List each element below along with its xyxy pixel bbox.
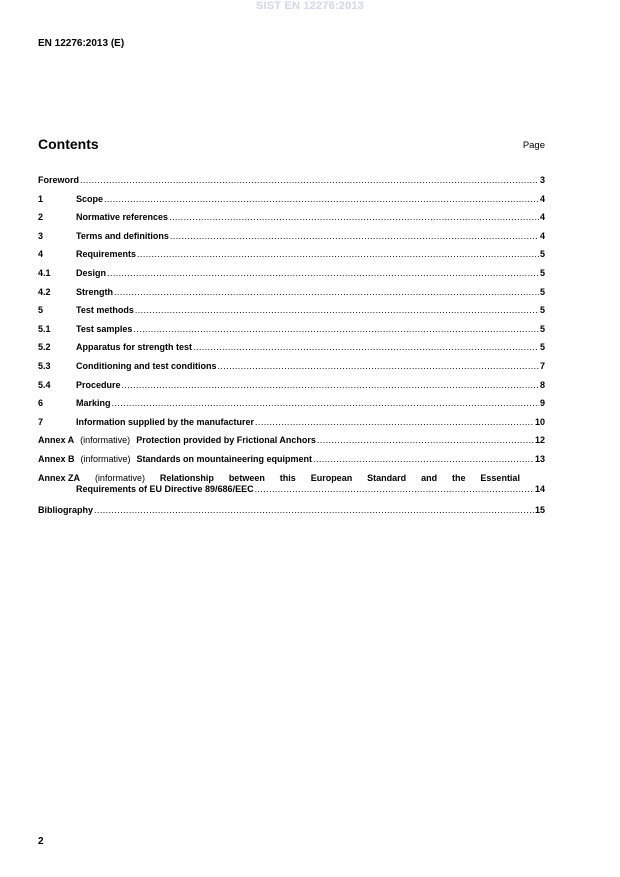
toc-entry-page: 7 — [539, 360, 545, 371]
toc-entry-number: 2 — [38, 212, 44, 223]
toc-entry[interactable] — [38, 342, 545, 361]
toc-leader-dots — [170, 231, 539, 241]
toc-entry[interactable] — [38, 324, 545, 343]
toc-entry-title-word: the — [452, 472, 466, 483]
annex-type: (informative) — [94, 472, 145, 483]
toc-entry[interactable] — [38, 212, 545, 231]
toc-entry-title: Requirements — [76, 249, 137, 260]
toc-leader-dots — [193, 342, 539, 352]
toc-entry-page: 14 — [534, 484, 545, 494]
toc-entry-page: 12 — [534, 435, 545, 446]
toc-entry[interactable] — [38, 305, 545, 324]
toc-entry-annex-za[interactable] — [38, 473, 545, 505]
toc-leader-dots — [135, 305, 539, 315]
toc-entry-page: 4 — [539, 230, 545, 241]
toc-entry-number: 5 — [38, 305, 44, 316]
toc-entry-title-word: Relationship — [159, 472, 214, 483]
toc-entry-number: 5.1 — [38, 323, 51, 334]
toc-entry-title: Test samples — [76, 323, 133, 334]
toc-entry[interactable] — [38, 268, 545, 287]
toc-leader-dots — [217, 361, 539, 371]
toc-leader-dots — [114, 287, 539, 297]
toc-entry-page: 5 — [539, 286, 545, 297]
toc-entry-page: 4 — [539, 193, 545, 204]
toc-entry-annex-b[interactable] — [38, 454, 545, 473]
toc-entry-title: Procedure — [76, 379, 121, 390]
toc-entry[interactable] — [38, 231, 545, 250]
annex-type: (informative) — [80, 435, 131, 446]
toc-leader-dots — [169, 212, 539, 222]
toc-entry[interactable] — [38, 194, 545, 213]
toc-entry-title-word: this — [279, 472, 296, 483]
toc-entry-title: Normative references — [76, 212, 169, 223]
toc-entry-number: 1 — [38, 193, 44, 204]
toc-entry-title: Design — [76, 267, 107, 278]
toc-entry-number: 5.4 — [38, 379, 51, 390]
toc-leader-dots — [317, 435, 534, 445]
toc-entry-number: 3 — [38, 230, 44, 241]
toc-entry-number: 5.2 — [38, 342, 51, 353]
toc-leader-dots — [104, 194, 539, 204]
toc-entry-number: 4.1 — [38, 267, 51, 278]
toc-entry-title: Terms and definitions — [76, 230, 169, 241]
toc-leader-dots — [112, 398, 539, 408]
toc-entry-title-word: Essential — [480, 472, 520, 483]
toc-leader-dots — [94, 505, 534, 515]
toc-entry-page: 5 — [539, 323, 545, 334]
toc-entry-title: Conditioning and test conditions — [76, 360, 217, 371]
toc-leader-dots — [255, 417, 534, 427]
toc-entry[interactable] — [38, 417, 545, 436]
toc-entry-title-word: Standard — [367, 472, 407, 483]
page-title: Contents — [38, 136, 99, 152]
page-number: 2 — [38, 836, 44, 847]
toc-entry-title: Foreword — [38, 175, 80, 185]
toc-leader-dots — [122, 380, 539, 390]
toc-entry[interactable] — [38, 380, 545, 399]
toc-entry[interactable] — [38, 249, 545, 268]
toc-entry-page: 5 — [539, 305, 545, 316]
toc-entry-number: 4.2 — [38, 286, 51, 297]
annex-type: (informative) — [80, 453, 131, 464]
toc-entry-page: 8 — [539, 379, 545, 390]
toc-entry-title: Bibliography — [38, 504, 94, 515]
toc-entry-title-word: and — [421, 472, 438, 483]
toc-entry-page: 10 — [534, 416, 545, 427]
watermark: SIST EN 12276:2013 — [255, 0, 365, 12]
toc-entry-page: 5 — [539, 342, 545, 353]
toc-entry-title: Information supplied by the manufacturer — [76, 416, 255, 427]
annex-za-second-line — [76, 484, 545, 494]
toc-entry-title-word: European — [310, 472, 353, 483]
toc-entry-number: 6 — [38, 398, 44, 409]
toc-leader-dots — [313, 454, 534, 464]
toc-entry-page: 3 — [539, 175, 545, 185]
toc-entry-annex-a[interactable] — [38, 435, 545, 454]
toc-leader-dots — [107, 268, 539, 278]
table-of-contents — [38, 175, 545, 523]
toc-entry-title: Standards on mountaineering equipment — [136, 453, 313, 464]
toc-entry-title: Scope — [76, 193, 104, 204]
document-id: EN 12276:2013 (E) — [38, 38, 125, 49]
toc-entry-title: Protection provided by Frictional Anchors — [136, 435, 316, 446]
toc-entry-page: 9 — [539, 398, 545, 409]
toc-entry-title: Apparatus for strength test — [76, 342, 193, 353]
toc-entry-title: Requirements of EU Directive 89/686/EEC — [76, 484, 254, 494]
annex-label: Annex B — [38, 453, 75, 464]
toc-entry-page: 15 — [534, 504, 545, 515]
page-column-label: Page — [522, 140, 545, 151]
toc-leader-dots — [255, 484, 534, 494]
toc-entry[interactable] — [38, 287, 545, 306]
toc-entry-number: 7 — [38, 416, 44, 427]
toc-leader-dots — [80, 175, 539, 185]
toc-entry-title: Test methods — [76, 305, 134, 316]
toc-entry-page: 13 — [534, 453, 545, 464]
toc-entry-number: 4 — [38, 249, 44, 260]
toc-entry-title-word: between — [228, 472, 265, 483]
toc-entry[interactable] — [38, 398, 545, 417]
toc-entry-title: Strength — [76, 286, 113, 297]
toc-entry-foreword[interactable] — [38, 175, 545, 194]
toc-entry[interactable] — [38, 361, 545, 380]
annex-za-first-line — [38, 473, 520, 483]
toc-entry-page: 4 — [539, 212, 545, 223]
toc-entry-bibliography[interactable] — [38, 505, 545, 524]
annex-label: Annex ZA — [38, 472, 81, 483]
annex-label: Annex A — [38, 435, 75, 446]
toc-entry-page: 5 — [539, 267, 545, 278]
toc-leader-dots — [137, 249, 539, 259]
toc-entry-title: Marking — [76, 398, 111, 409]
toc-entry-number: 5.3 — [38, 360, 51, 371]
toc-entry-page: 5 — [539, 249, 545, 260]
toc-leader-dots — [133, 324, 539, 334]
